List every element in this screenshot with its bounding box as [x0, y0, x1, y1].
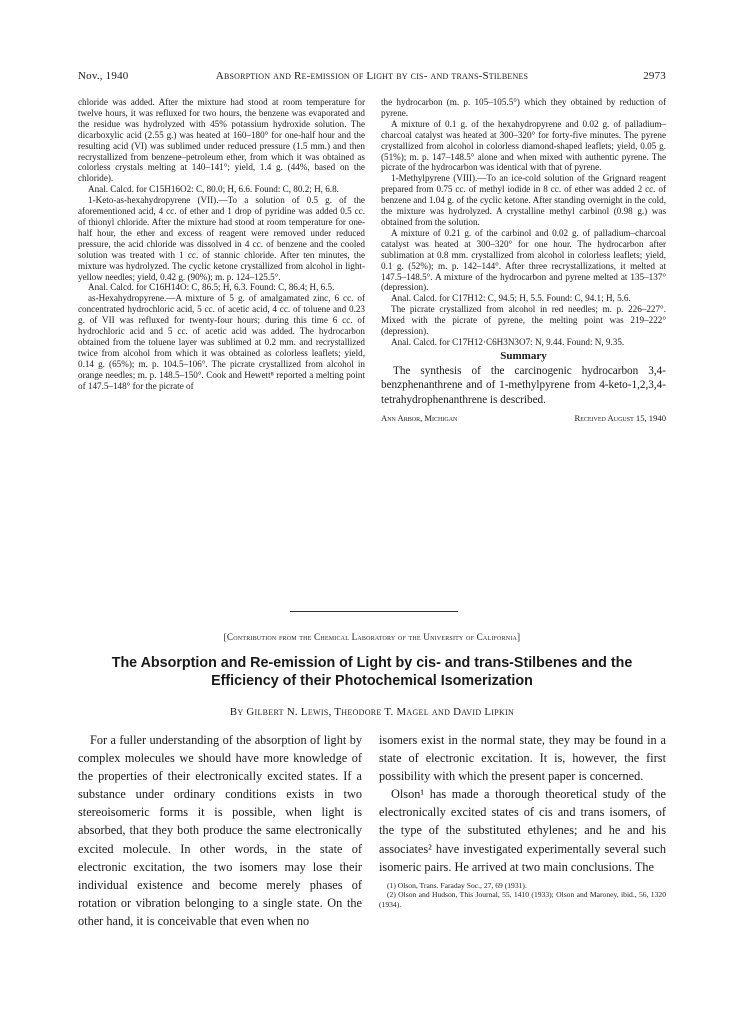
- top-right-column: [381, 97, 666, 425]
- byline: By Gilbert N. Lewis, Theodore T. Magel and David Lipkin: [229, 706, 515, 718]
- received-date: Received August 15, 1940: [574, 412, 666, 423]
- paragraph: A mixture of 0.21 g. of the carbinol and 0.02 g. of palladium–charcoal catalyst was heated at 300–320° for one hour. The hydrocarbon after sublimation at 0.8 mm. crystallized from alcohol in colorless leaflets; yield, 0.1 g. (52%); m. p. 142–144°. After three recrystallizations, it melted at 147.5–148.5°. A mixture of the hydrocarbon and pyrene melted at 135–137° (depression).: [381, 227, 666, 293]
- analysis-line: Anal. Calcd. for C17H12: C, 94.5; H, 5.5. Found: C, 94.1; H, 5.6.: [391, 293, 631, 304]
- paragraph: the hydrocarbon (m. p. 105–105.5°) which they obtained by reduction of pyrene.: [381, 97, 666, 118]
- summary-heading: Summary: [500, 349, 547, 362]
- paragraph: 1-Keto-as-hexahydropyrene (VII).—To a solution of 0.5 g. of the aforementioned acid, 4 cc. of ether and 1 drop of pyridine was added 0.5 cc. of thionyl chloride. After the mixture had stood at room temperature for one-half hour, the ether and excess of reagent were removed under reduced pressure, the acid chloride was dissolved in 4 cc. of benzene and the cooled solution was treated with 1 cc. of stannic chloride. After ten minutes, the mixture was hydrolyzed. The cyclic ketone crystallized from alcohol in light-yellow needles; yield, 0.42 g. (90%); m. p. 124–125.5°.: [78, 195, 365, 282]
- analysis-line: Anal. Calcd. for C15H16O2: C, 80.0; H, 6.6. Found: C, 80.2; H, 6.8.: [88, 184, 339, 195]
- running-title: Absorption and Re-emission of Light by cis- and trans-Stilbenes: [215, 70, 529, 82]
- analysis-line: Anal. Calcd. for C17H12·C6H3N3O7: N, 9.44. Found: N, 9.35.: [391, 336, 625, 347]
- page-number: 2973: [643, 70, 666, 82]
- paragraph: 1-Methylpyrene (VIII).—To an ice-cold solution of the Grignard reagent prepared from 0.75 cc. of methyl iodide in 8 cc. of ether was added 2 cc. of benzene and 1.04 g. of the cyclic ketone. After standing overnight in the cold, the mixture was hydrolyzed. A crystalline methyl carbinol (0.98 g.) was obtained from the solution.: [381, 173, 666, 227]
- contribution-line: [Contribution from the Chemical Laboratory of the University of California]: [223, 632, 521, 642]
- issue-date: Nov., 1940: [78, 70, 129, 82]
- paragraph: A mixture of 0.1 g. of the hexahydropyrene and 0.02 g. of palladium–charcoal catalyst was heated at 300–320° for forty-five minutes. The pyrene crystallized from alcohol in colorless diamond-shaped leaflets; yield, 0.05 g. (51%); m. p. 147–148.5° alone and when mixed with authentic pyrene. The picrate of the hydrocarbon was identical with that of pyrene.: [381, 118, 666, 173]
- body-right-column: [379, 731, 666, 910]
- paragraph: chloride was added. After the mixture had stood at room temperature for twelve hours, it was refluxed for two hours, the benzene was evaporated and the residue was hydrolyzed with 45% potassium hydroxide solution. The dicarboxylic acid (2.55 g.) was heated at 160–180° for one-half hour and the resulting acid (VI) was sublimed under reduced pressure (1.5 mm.) and then recrystallized from benzene–petroleum ether, from which it was obtained as colorless crystals melting at 140–141°; yield, 1.4 g. (44%, based on the chloride).: [78, 97, 365, 184]
- top-left-column: [78, 97, 365, 391]
- body-paragraph: For a fuller understanding of the absorption of light by complex molecules we should have more knowledge of the properties of their electronically excited states. If a substance under ordinary conditions exists in two stereoisomeric forms it is possible, when light is absorbed, that they both produce the same electronically excited molecule. In other words, in the state of electronic excitation, the two isomers may lose their individual existence and become merely phases of rotation or vibration belonging to a single state. On the other hand, it is conceivable that even when no: [78, 733, 362, 928]
- section-divider: [290, 611, 458, 612]
- body-left-column: [78, 731, 362, 930]
- footnote: (2) Olson and Hudson, This Journal, 55, 1410 (1933); Olson and Maroney, ibid., 56, 1320 (1934).: [379, 890, 666, 909]
- paragraph: as-Hexahydropyrene.—A mixture of 5 g. of amalgamated zinc, 6 cc. of concentrated hydrochloric acid, 5 cc. of acetic acid, 4 cc. of toluene and 0.23 g. of VII was refluxed for twenty-four hours; during this time 6 cc. of hydrochloric acid and 5 cc. of acetic acid was added. The hydrocarbon obtained from the toluene layer was sublimed at 0.2 mm. and recrystallized twice from alcohol from which it was obtained as colorless leaflets; yield, 0.14 g. (65%); m. p. 104.5–106°. The picrate crystallized from alcohol in orange needles; m. p. 148.5–150°. Cook and Hewett⁸ reported a melting point of 147.5–148° for the picrate of: [78, 293, 365, 391]
- body-paragraph: isomers exist in the normal state, they may be found in a state of electronic excitation. It is, however, the first possibility with which the present paper is concerned.: [379, 733, 666, 784]
- signoff: [381, 413, 666, 425]
- summary-text: The synthesis of the carcinogenic hydrocarbon 3,4-benzphenanthrene and of 1-methylpyrene from 4-keto-1,2,3,4-tetrahydrophenanthrene is described.: [381, 364, 666, 406]
- article-title: The Absorption and Re-emission of Light by cis- and trans-Stilbenes and the Efficiency of their Photochemical Isomerization: [111, 655, 633, 689]
- analysis-line: Anal. Calcd. for C16H14O: C, 86.5; H, 6.3. Found: C, 86.4; H, 6.5.: [88, 282, 335, 293]
- paragraph: The picrate crystallized from alcohol in red needles; m. p. 226–227°. Mixed with the picrate of pyrene, the melting point was 219–222° (depression).: [381, 304, 666, 337]
- footnote: (1) Olson, Trans. Faraday Soc., 27, 69 (1931).: [387, 880, 527, 890]
- running-head: [78, 70, 666, 86]
- footnotes: [379, 881, 666, 910]
- signoff-location: Ann Arbor, Michigan: [381, 412, 458, 423]
- body-paragraph: Olson¹ has made a thorough theoretical study of the electronically excited states of cis and trans isomers, of the type of the substituted ethylenes; and he and his associates² have investigated experimentally several such isomeric pairs. He arrived at two main conclusions. The: [379, 787, 666, 874]
